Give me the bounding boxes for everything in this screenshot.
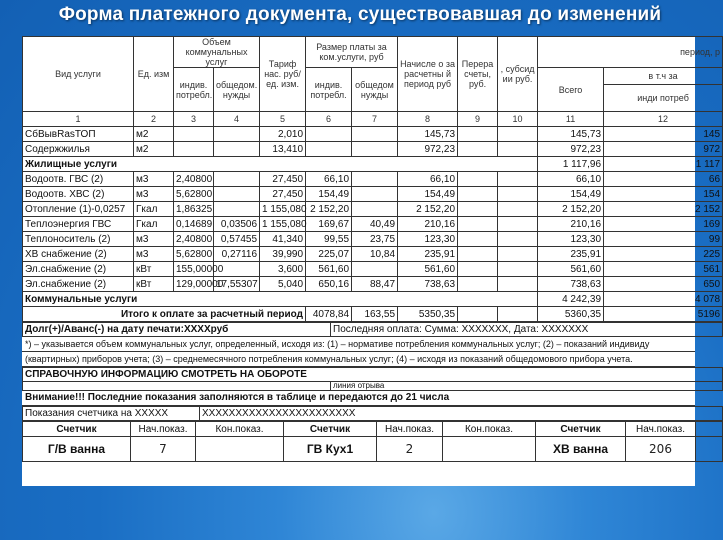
row-recalc [458,172,498,187]
total-label: Итого к оплате за расчетный период [23,307,306,322]
row-pay-common [352,202,398,217]
col-num: 12 [604,112,723,127]
row-recalc [458,217,498,232]
row-unit: м2 [134,142,174,157]
row-accrued: 2 152,20 [398,202,458,217]
row-accrued: 154,49 [398,187,458,202]
meter-header: Нач.показ. [626,422,696,437]
header-total: Всего [538,68,604,112]
row-name: Теплоэнергия ГВС [23,217,134,232]
header-subsidy: , субсид ии руб. [498,37,538,112]
row-name: Содержжилья [23,142,134,157]
meter-info-table [22,406,723,421]
row-accrued: 66,10 [398,172,458,187]
row-partial: 154 [604,187,723,202]
row-subsidy [498,262,538,277]
row-subsidy [498,127,538,142]
utility-group-total: 4 242,39 [538,292,604,307]
row-partial: 561 [604,262,723,277]
row-total: 561,60 [538,262,604,277]
row-recalc [458,262,498,277]
table-row [23,247,723,262]
row-accrued: 210,16 [398,217,458,232]
header-recalc: Перера счеты, руб. [458,37,498,112]
meter-start-reading[interactable]: 7 [131,437,196,462]
note-line-2: (квартирных) приборов учета; (3) – среднемесячного потребления коммунальных услуг; (4) – исходя из показаний общедомового прибора учета. [22,352,695,367]
row-vol-indiv [174,142,214,157]
row-vol-indiv: 129,00000 [174,277,214,292]
slide-title: Форма платежного документа, существовавшая до изменений [58,4,662,25]
row-unit: м2 [134,127,174,142]
row-vol-common: 0,27116 [214,247,260,262]
row-vol-indiv: 5,62800 [174,247,214,262]
row-pay-common: 10,84 [352,247,398,262]
meter-start-reading[interactable]: 2 [377,437,443,462]
debt-table [22,322,723,337]
meter-table [22,421,723,462]
housing-rows [23,127,723,157]
table-row [23,172,723,187]
meter-header: Нач.показ. [377,422,443,437]
row-vol-indiv: 2,40800 [174,232,214,247]
header-volume: Объем коммунальных услуг [174,37,260,68]
row-unit: м3 [134,232,174,247]
table-row [23,277,723,292]
row-partial: 650 [604,277,723,292]
column-numbers-row [23,112,723,127]
row-pay-common: 88,47 [352,277,398,292]
header-unit: Ед. изм [134,37,174,112]
row-vol-indiv: 2,40800 [174,172,214,187]
col-num: 1 [23,112,134,127]
row-partial: 2 152 [604,202,723,217]
total-partial: 5196 [604,307,723,322]
row-recalc [458,142,498,157]
col-num: 11 [538,112,604,127]
utility-rows [23,172,723,292]
header-accrued: Начисле о за расчетны й период руб [398,37,458,112]
meter-end-reading[interactable] [696,437,723,462]
row-pay-common [352,127,398,142]
row-vol-indiv: 0,14689 [174,217,214,232]
row-recalc [458,187,498,202]
row-vol-common [214,142,260,157]
total-pay-indiv: 4078,84 [306,307,352,322]
row-total: 2 152,20 [538,202,604,217]
row-pay-indiv: 99,55 [306,232,352,247]
table-row [23,262,723,277]
row-recalc [458,232,498,247]
header-incl: в т.ч за [604,68,723,85]
meter-header: Счетчик [536,422,626,437]
col-num: 6 [306,112,352,127]
col-num: 7 [352,112,398,127]
row-total: 123,30 [538,232,604,247]
row-accrued: 972,23 [398,142,458,157]
row-pay-indiv: 169,67 [306,217,352,232]
meter-name: ХВ ванна [536,437,626,462]
row-vol-common: 17,55307 [214,277,260,292]
meter-header: Счетчик [284,422,377,437]
header-service: Вид услуги [23,37,134,112]
meter-info-label: Показания счетчика на XXXXX [23,407,200,421]
reference-table [22,367,723,391]
cut-line-label: линия отрыва [331,382,723,391]
meter-header: Кон.показ. [443,422,536,437]
row-pay-indiv: 66,10 [306,172,352,187]
row-subsidy [498,232,538,247]
meter-name: Г/В ванна [23,437,131,462]
row-tariff: 27,450 [260,187,306,202]
meter-header: Нач.показ. [131,422,196,437]
col-num: 2 [134,112,174,127]
row-pay-common [352,187,398,202]
row-tariff: 13,410 [260,142,306,157]
row-pay-common [352,142,398,157]
row-subsidy [498,277,538,292]
row-vol-indiv: 5,62800 [174,187,214,202]
row-pay-common: 40,49 [352,217,398,232]
row-accrued: 145,73 [398,127,458,142]
header-incl-indiv: инди потреб [604,85,723,112]
utility-group-label: Коммунальные услуги [23,292,538,307]
table-row [23,202,723,217]
housing-group-partial: 1 117 [604,157,723,172]
row-vol-indiv [174,127,214,142]
row-name: СбВывRasТОП [23,127,134,142]
row-name: Эл.снабжение (2) [23,262,134,277]
row-total: 145,73 [538,127,604,142]
row-accrued: 561,60 [398,262,458,277]
row-vol-common [214,172,260,187]
housing-group-total: 1 117,96 [538,157,604,172]
row-subsidy [498,217,538,232]
row-tariff: 39,990 [260,247,306,262]
col-num: 5 [260,112,306,127]
meter-start-reading[interactable]: 206 [626,437,696,462]
table-row [23,187,723,202]
row-pay-indiv: 561,60 [306,262,352,277]
housing-group-row [23,157,723,172]
total-pay-common: 163,55 [352,307,398,322]
meter-name: ГВ Кух1 [284,437,377,462]
row-total: 972,23 [538,142,604,157]
meter-end-reading[interactable] [443,437,536,462]
row-tariff: 3,600 [260,262,306,277]
row-vol-common: 0,57455 [214,232,260,247]
meter-end-reading[interactable] [196,437,284,462]
total-accrued: 5350,35 [398,307,458,322]
header-pay-common: общедом нужды [352,68,398,112]
row-name: Теплоноситель (2) [23,232,134,247]
row-vol-common [214,202,260,217]
row-pay-common: 23,75 [352,232,398,247]
row-tariff: 1 155,080 [260,217,306,232]
row-accrued: 235,91 [398,247,458,262]
row-tariff: 1 155,080 [260,202,306,217]
row-recalc [458,127,498,142]
row-name: Водоотв. ГВС (2) [23,172,134,187]
row-recalc [458,202,498,217]
row-total: 154,49 [538,187,604,202]
utility-group-partial: 4 078 [604,292,723,307]
meter-header: Счетчик [23,422,131,437]
row-total: 235,91 [538,247,604,262]
row-partial: 99 [604,232,723,247]
row-vol-indiv: 155,00000 [174,262,214,277]
row-accrued: 738,63 [398,277,458,292]
meter-header: Кон.показ. [196,422,284,437]
row-total: 738,63 [538,277,604,292]
row-pay-common [352,262,398,277]
row-pay-indiv [306,127,352,142]
header-tariff: Тариф нас. руб/ед. изм. [260,37,306,112]
row-partial: 225 [604,247,723,262]
row-name: Отопление (1)-0,0257 [23,202,134,217]
row-vol-common [214,127,260,142]
row-unit: Гкал [134,202,174,217]
total-row [23,307,723,322]
row-unit: м3 [134,187,174,202]
row-unit: кВт [134,277,174,292]
row-vol-indiv: 1,86325 [174,202,214,217]
total-sum: 5360,35 [538,307,604,322]
reference-label: СПРАВОЧНУЮ ИНФОРМАЦИЮ СМОТРЕТЬ НА ОБОРОТЕ [23,368,331,382]
col-num: 3 [174,112,214,127]
housing-group-label: Жилищные услуги [23,157,538,172]
row-subsidy [498,187,538,202]
row-tariff: 2,010 [260,127,306,142]
row-unit: кВт [134,262,174,277]
table-row [23,217,723,232]
header-vol-indiv: индив. потребл. [174,68,214,112]
col-num: 10 [498,112,538,127]
row-total: 210,16 [538,217,604,232]
debt-label: Долг(+)/Аванс(-) на дату печати:XXXXруб [23,323,331,337]
row-tariff: 5,040 [260,277,306,292]
row-subsidy [498,247,538,262]
last-payment: Последняя оплата: Сумма: XXXXXXX, Дата: XXXXXXX [331,323,723,337]
row-name: Водоотв. ХВС (2) [23,187,134,202]
row-subsidy [498,202,538,217]
col-num: 4 [214,112,260,127]
header-payment: Размер платы за ком.услуги, руб [306,37,398,68]
row-vol-common: 0,03506 [214,217,260,232]
row-tariff: 41,340 [260,232,306,247]
row-name: ХВ снабжение (2) [23,247,134,262]
charges-table [22,36,723,322]
row-vol-common [214,187,260,202]
row-pay-indiv: 2 152,20 [306,202,352,217]
row-tariff: 27,450 [260,172,306,187]
row-pay-indiv: 225,07 [306,247,352,262]
header-period: период, р [538,37,723,68]
attention-notice: Внимание!!! Последние показания заполняются в таблице и передаются до 21 числа [22,391,695,406]
table-row [23,127,723,142]
row-name: Эл.снабжение (2) [23,277,134,292]
col-num: 9 [458,112,498,127]
row-pay-indiv [306,142,352,157]
row-pay-indiv: 154,49 [306,187,352,202]
row-partial: 169 [604,217,723,232]
row-total: 66,10 [538,172,604,187]
header-pay-indiv: индив. потребл. [306,68,352,112]
payment-document [22,36,721,486]
utility-group-row [23,292,723,307]
col-num: 8 [398,112,458,127]
row-partial: 66 [604,172,723,187]
row-partial: 972 [604,142,723,157]
row-unit: Гкал [134,217,174,232]
note-line-1: *) – указывается объем коммунальных услуг, определенный, исходя из: (1) – нормативе потребления коммунальных услуг; (2) – показаний индивиду [22,337,695,352]
row-pay-indiv: 650,16 [306,277,352,292]
row-accrued: 123,30 [398,232,458,247]
row-partial: 145 [604,127,723,142]
table-row [23,232,723,247]
row-recalc [458,247,498,262]
row-unit: м3 [134,247,174,262]
row-subsidy [498,142,538,157]
meter-info-value: XXXXXXXXXXXXXXXXXXXXXXX [200,407,480,421]
row-recalc [458,277,498,292]
row-subsidy [498,172,538,187]
row-pay-common [352,172,398,187]
header-vol-common: общедом. нужды [214,68,260,112]
row-unit: м3 [134,172,174,187]
table-row [23,142,723,157]
